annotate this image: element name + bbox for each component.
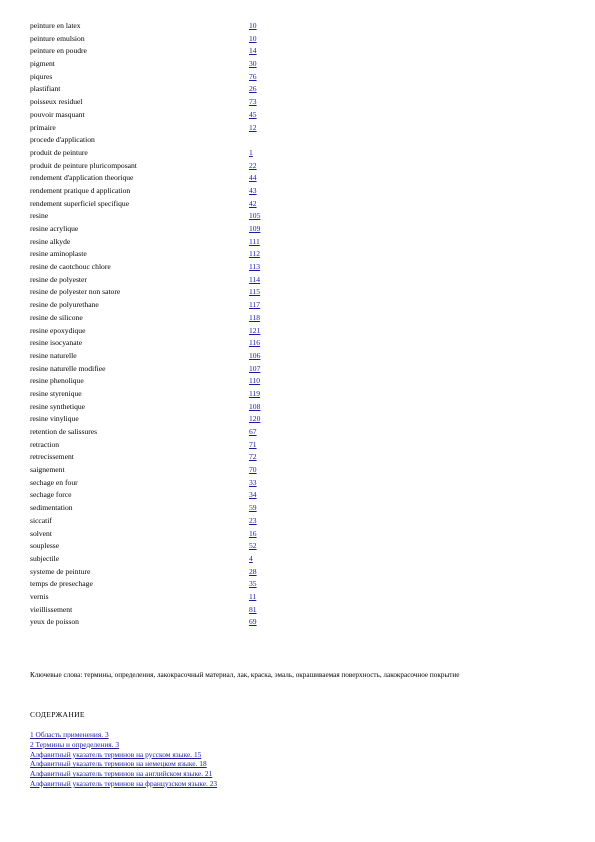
index-row <box>30 489 570 502</box>
index-row <box>30 261 570 274</box>
index-page-link[interactable]: 16 <box>249 528 257 538</box>
index-term: primaire <box>30 122 56 132</box>
index-row <box>30 426 570 439</box>
index-term: plastifiant <box>30 84 61 94</box>
index-page-link[interactable]: 121 <box>249 325 261 335</box>
index-page-link[interactable]: 44 <box>249 173 257 183</box>
index-row <box>30 147 570 160</box>
index-term: sechage force <box>30 490 72 500</box>
index-term: resine styrenique <box>30 388 82 398</box>
index-term: resine vinylique <box>30 414 79 424</box>
index-page-link[interactable]: 70 <box>249 465 257 475</box>
toc-link-index-german[interactable]: Алфавитный указатель терминов на немецком языке. 18 <box>30 759 207 769</box>
index-row <box>30 210 570 223</box>
index-row <box>30 83 570 96</box>
index-row <box>30 299 570 312</box>
index-page-link[interactable]: 113 <box>249 262 261 272</box>
index-row <box>30 388 570 401</box>
index-page-link[interactable]: 112 <box>249 249 261 259</box>
index-row <box>30 96 570 109</box>
index-row <box>30 325 570 338</box>
index-page-link[interactable]: 10 <box>249 33 257 43</box>
index-page-link[interactable]: 43 <box>249 185 257 195</box>
index-page-link[interactable]: 22 <box>249 160 257 170</box>
index-row <box>30 515 570 528</box>
index-term: resine isocyanate <box>30 338 83 348</box>
index-term: resine de caotchouc chlore <box>30 262 111 272</box>
index-row <box>30 33 570 46</box>
index-term: resine de silicone <box>30 312 83 322</box>
index-page-link[interactable]: 14 <box>249 46 257 56</box>
index-page-link[interactable]: 10 <box>249 21 257 30</box>
index-term: retention de salissures <box>30 427 98 436</box>
index-term: rendement superficiel specifique <box>30 198 130 208</box>
index-row <box>30 58 570 71</box>
index-term: resine epoxydique <box>30 325 86 335</box>
index-term: produit de peinture pluricomposant <box>30 160 137 170</box>
index-term: rendement d'application theorique <box>30 173 134 183</box>
index-row <box>30 286 570 299</box>
index-row <box>30 616 570 629</box>
index-page-link[interactable]: 34 <box>249 490 257 500</box>
index-row <box>30 350 570 363</box>
index-page-link[interactable]: 69 <box>249 617 257 627</box>
index-term: rendement pratique d application <box>30 185 131 195</box>
index-row <box>30 274 570 287</box>
index-row <box>30 413 570 426</box>
index-page-link[interactable]: 11 <box>249 591 257 601</box>
index-page-link[interactable]: 4 <box>249 553 253 563</box>
index-term: peinture emulsion <box>30 33 85 43</box>
index-term: resine alkyde <box>30 236 71 246</box>
index-term: resine aminoplaste <box>30 249 87 259</box>
index-row <box>30 160 570 173</box>
index-page-link[interactable]: 59 <box>249 503 257 513</box>
index-page-link[interactable]: 71 <box>249 439 257 449</box>
index-row <box>30 172 570 185</box>
index-term: solvent <box>30 528 52 538</box>
index-row <box>30 540 570 553</box>
index-page-link[interactable]: 117 <box>249 300 261 310</box>
index-term: subjectile <box>30 553 60 563</box>
index-page-link[interactable]: 72 <box>249 452 257 462</box>
index-term: poisseux residuel <box>30 97 83 107</box>
toc-link-terms-definitions[interactable]: 2 Термины и определения. 3 <box>30 739 120 749</box>
keywords-paragraph: Ключевые слова: термины, определения, лакокрасочный материал, лак, краска, эмаль, окрашиваемая поверхность, лакокрасочное покрытие <box>30 671 460 679</box>
index-row <box>30 604 570 617</box>
index-row <box>30 502 570 515</box>
index-page-link[interactable]: 115 <box>249 287 261 297</box>
index-term: systeme de peinture <box>30 566 91 576</box>
index-term: peinture en poudre <box>30 46 87 56</box>
index-page-link[interactable]: 73 <box>249 97 257 107</box>
index-term: resine phenolique <box>30 376 84 386</box>
index-term: vernis <box>30 591 49 601</box>
index-row <box>30 134 570 147</box>
index-row <box>30 375 570 388</box>
index-row <box>30 451 570 464</box>
index-term: resine de polyester non satore <box>30 287 121 297</box>
index-page-link[interactable]: 111 <box>249 236 260 246</box>
index-row <box>30 236 570 249</box>
index-term: pouvoir masquant <box>30 109 85 119</box>
index-row <box>30 20 570 33</box>
index-row <box>30 566 570 579</box>
toc-title: СОДЕРЖАНИЕ <box>30 710 85 719</box>
index-term: piqures <box>30 71 53 81</box>
index-term: resine acrylique <box>30 224 79 233</box>
index-term: yeux de poisson <box>30 617 79 627</box>
index-page-link[interactable]: 109 <box>249 224 261 233</box>
index-term: temps de presechage <box>30 579 93 589</box>
index-row <box>30 198 570 211</box>
index-term: retraction <box>30 439 60 449</box>
index-row <box>30 553 570 566</box>
index-page-link[interactable]: 1 <box>249 147 253 157</box>
index-row <box>30 109 570 122</box>
index-term: resine naturelle <box>30 350 77 360</box>
index-page-link[interactable]: 23 <box>249 515 257 525</box>
index-term: resine synthetique <box>30 401 86 411</box>
index-page-link[interactable]: 105 <box>249 211 261 221</box>
toc-link-index-english[interactable]: Алфавитный указатель терминов на английском языке. 21 <box>30 769 213 779</box>
index-row <box>30 528 570 541</box>
index-page-link[interactable]: 26 <box>249 84 257 94</box>
index-page-link[interactable]: 118 <box>249 312 261 322</box>
index-row <box>30 464 570 477</box>
index-page-link[interactable]: 110 <box>249 376 261 386</box>
index-row <box>30 591 570 604</box>
index-row <box>30 45 570 58</box>
index-page-link[interactable]: 108 <box>249 401 261 411</box>
index-page-link[interactable]: 42 <box>249 198 257 208</box>
index-term: sedimentation <box>30 503 73 513</box>
index-page-link[interactable]: 52 <box>249 541 257 551</box>
index-page-link[interactable]: 114 <box>249 274 261 284</box>
index-term: resine de polyester <box>30 274 87 284</box>
index-term: pigment <box>30 59 55 69</box>
index-page-link[interactable]: 107 <box>249 363 261 373</box>
index-page-link[interactable]: 106 <box>249 350 261 360</box>
index-row <box>30 122 570 135</box>
index-row <box>30 578 570 591</box>
index-row <box>30 312 570 325</box>
table-of-contents <box>30 730 217 789</box>
index-page-link[interactable]: 119 <box>249 388 261 398</box>
index-page-link[interactable]: 33 <box>249 477 257 487</box>
index-row <box>30 401 570 414</box>
index-term: produit de peinture <box>30 147 88 157</box>
index-page-link[interactable]: 76 <box>249 71 257 81</box>
toc-link-index-french[interactable]: Алфавитный указатель терминов на французском языке. 23 <box>30 778 218 788</box>
index-term: retrecissement <box>30 452 74 462</box>
index-term: vieillissement <box>30 604 73 614</box>
index-term: procede d'application <box>30 135 95 145</box>
index-page-link[interactable]: 120 <box>249 414 261 424</box>
toc-link-index-russian[interactable]: Алфавитный указатель терминов на русском языке. 15 <box>30 749 202 759</box>
index-row <box>30 477 570 490</box>
index-term: resine naturelle modifiee <box>30 363 106 373</box>
index-page-link[interactable]: 116 <box>249 338 261 348</box>
index-term: peinture en latex <box>30 21 81 30</box>
toc-link-scope[interactable]: 1 Область применения. 3 <box>30 730 109 739</box>
index-row <box>30 223 570 236</box>
index-term: sechage en four <box>30 477 78 487</box>
index-term: resine <box>30 211 49 221</box>
index-row <box>30 439 570 452</box>
index-page-link[interactable]: 81 <box>249 604 257 614</box>
index-term: saignement <box>30 465 65 475</box>
index-term: siccatif <box>30 515 52 525</box>
index-term: resine de polyurethane <box>30 300 99 310</box>
index-row <box>30 185 570 198</box>
french-term-index <box>30 20 570 629</box>
index-term: souplesse <box>30 541 60 551</box>
index-row <box>30 248 570 261</box>
index-row <box>30 337 570 350</box>
index-row <box>30 363 570 376</box>
index-page-link[interactable]: 67 <box>249 427 257 436</box>
index-page-link[interactable]: 35 <box>249 579 257 589</box>
index-row <box>30 71 570 84</box>
index-page-link[interactable]: 12 <box>249 122 257 132</box>
index-page-link[interactable]: 45 <box>249 109 257 119</box>
index-page-link[interactable]: 30 <box>249 59 257 69</box>
index-page-link[interactable]: 28 <box>249 566 257 576</box>
